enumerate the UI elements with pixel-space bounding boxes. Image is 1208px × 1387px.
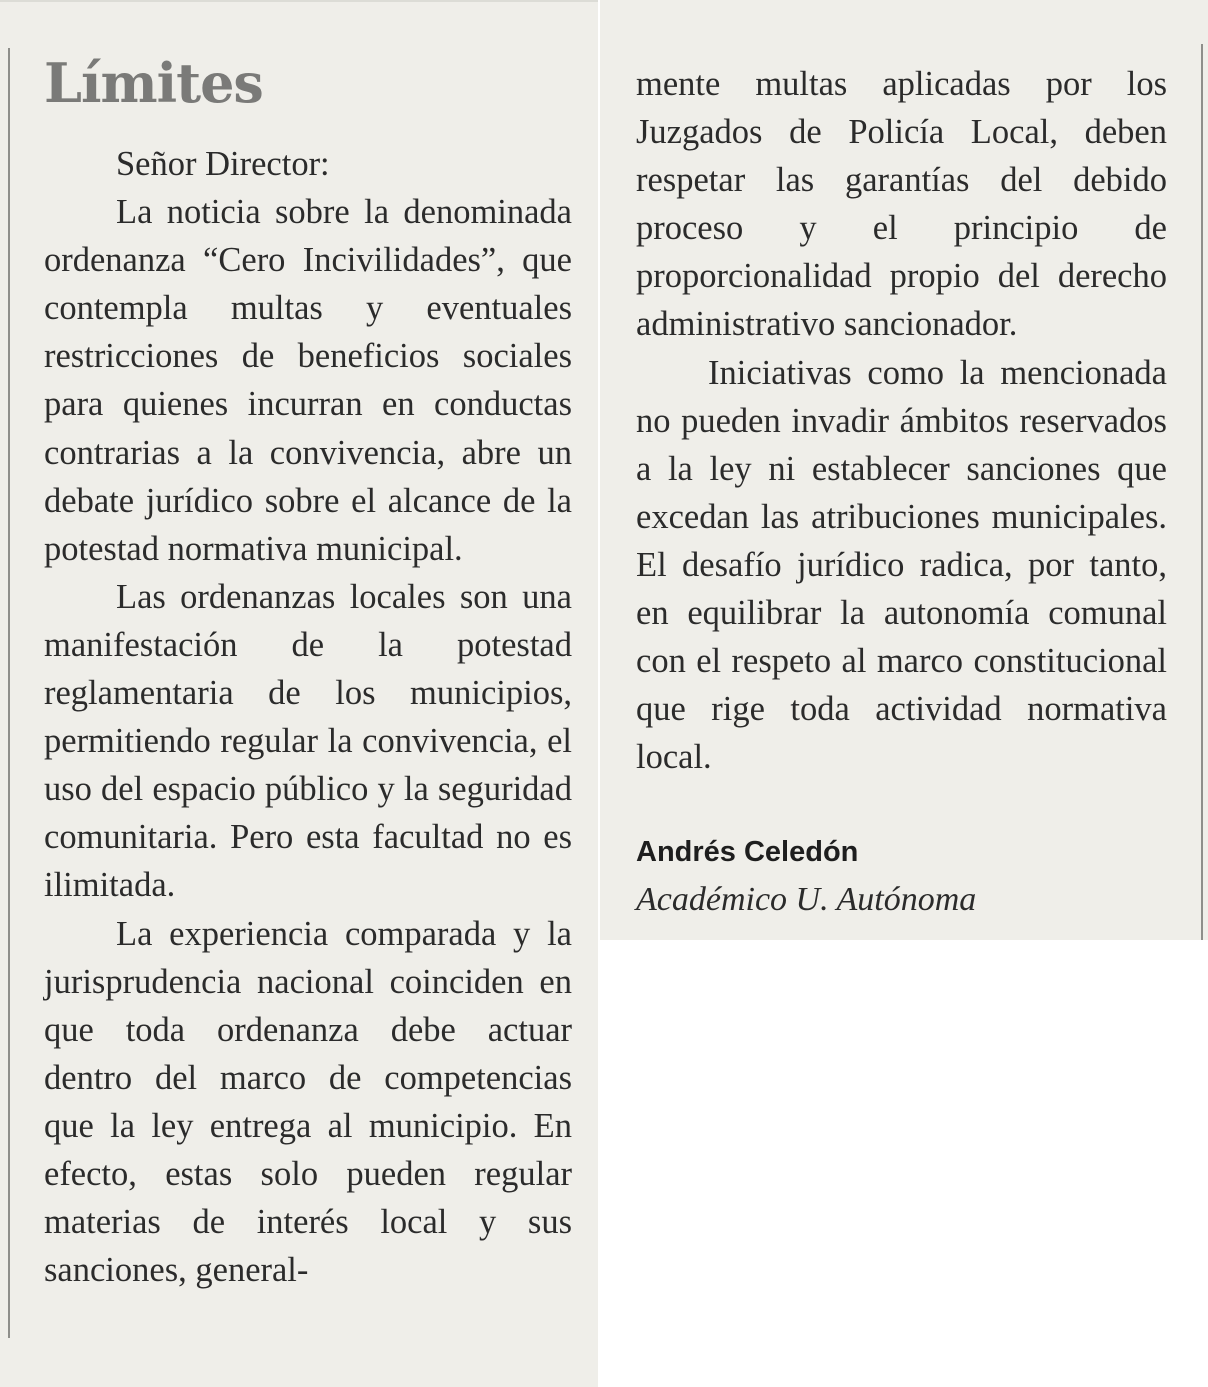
letter-body-left	[44, 140, 572, 1294]
column-rule-left	[8, 48, 10, 1338]
paragraph-4: Iniciativas como la mencionada no pueden invadir ámbitos reservados a la ley ni establecer sanciones que excedan las atribuciones municipales. El desafío jurídico radica, por tanto, en equilibrar la autonomía comunal con el respeto al marco constitucional que rige toda actividad normativa local.	[636, 353, 1167, 777]
paragraph-1: La noticia sobre la denominada ordenanza “Cero Incivilidades”, que contempla multas y eventuales restricciones de beneficios sociales para quienes incurran en conductas contrarias a la convivencia, abre un debate jurídico sobre el alcance de la potestad normativa municipal.	[44, 193, 572, 568]
paragraph-3: La experiencia comparada y la jurisprudencia nacional coinciden en que toda ordenanza debe actuar dentro del marco de competencias que la ley entrega al municipio. En efecto, estas solo pueden regular materias de interés local y sus sanciones, general-	[44, 914, 572, 1290]
letter-headline: Límites	[44, 51, 263, 115]
paragraph-3-continued: mente multas aplicadas por los Juzgados de Policía Local, deben respetar las garantías del debido proceso y el principio de proporcionalidad propio del derecho administrativo sancionador.	[636, 65, 1167, 344]
author-name: Andrés Celedón	[636, 836, 859, 868]
paragraph-2: Las ordenanzas locales son una manifestación de la potestad reglamentaria de los municipios, permitiendo regular la convivencia, el uso del espacio público y la seguridad comunitaria. Pero esta facultad no es ilimitada.	[44, 577, 572, 905]
column-rule-right	[1201, 44, 1203, 940]
letter-body-right	[636, 60, 1167, 781]
author-affiliation: Académico U. Autónoma	[636, 881, 977, 918]
salutation: Señor Director:	[116, 145, 330, 183]
